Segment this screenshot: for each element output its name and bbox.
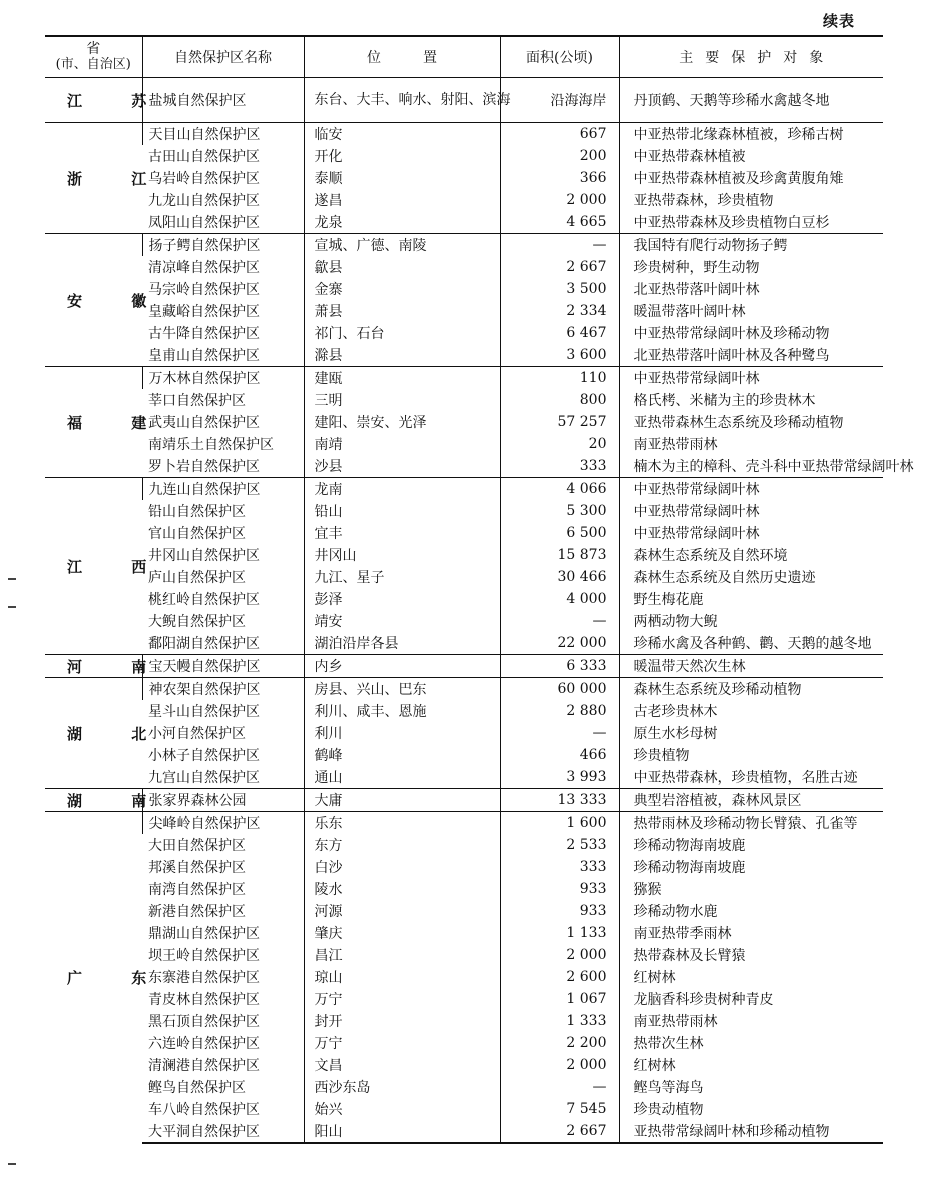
area-cell: 2 667 bbox=[500, 256, 619, 278]
area-cell: 5 300 bbox=[500, 500, 619, 522]
area-cell: 3 600 bbox=[500, 344, 619, 367]
area-cell: 933 bbox=[500, 878, 619, 900]
table-row bbox=[45, 278, 883, 300]
area-cell: 4 000 bbox=[500, 588, 619, 610]
reserve-name-cell: 六连岭自然保护区 bbox=[148, 1036, 260, 1052]
location-cell: 铅山 bbox=[304, 500, 500, 522]
table-row bbox=[45, 145, 883, 167]
reserve-name-cell: 青皮林自然保护区 bbox=[148, 992, 260, 1008]
province-cell: 湖 北 bbox=[45, 678, 142, 789]
area-cell: 2 200 bbox=[500, 1032, 619, 1054]
location-cell: 封开 bbox=[304, 1010, 500, 1032]
reserve-name-cell: 罗卜岩自然保护区 bbox=[148, 459, 260, 475]
location-cell: 通山 bbox=[304, 766, 500, 789]
location-cell: 昌江 bbox=[304, 944, 500, 966]
location-cell: 河源 bbox=[304, 900, 500, 922]
province-cell: 湖 南 bbox=[45, 789, 142, 812]
continued-label: 续表 bbox=[822, 12, 855, 30]
table-row bbox=[45, 1120, 883, 1143]
area-cell: 466 bbox=[500, 744, 619, 766]
reserve-name-cell: 大田自然保护区 bbox=[148, 838, 246, 854]
area-cell: 6 500 bbox=[500, 522, 619, 544]
reserve-name-cell: 古牛降自然保护区 bbox=[148, 326, 260, 342]
protection-target-cell: 北亚热带落叶阔叶林及各种鹭鸟 bbox=[619, 344, 883, 367]
location-cell: 彭泽 bbox=[304, 588, 500, 610]
area-cell: 6 467 bbox=[500, 322, 619, 344]
area-cell: 57 257 bbox=[500, 411, 619, 433]
reserve-name-cell: 官山自然保护区 bbox=[148, 526, 246, 542]
area-cell: 200 bbox=[500, 145, 619, 167]
area-cell: — bbox=[500, 610, 619, 632]
location-cell: 万宁 bbox=[304, 988, 500, 1010]
protection-target-cell: 森林生态系统及珍稀动植物 bbox=[619, 678, 883, 701]
reserve-name-cell: 古田山自然保护区 bbox=[148, 149, 260, 165]
protection-target-cell: 格氏栲、米槠为主的珍贵林木 bbox=[619, 389, 883, 411]
province-cell: 浙 江 bbox=[45, 123, 142, 234]
reserve-name-cell: 扬子鳄自然保护区 bbox=[142, 234, 304, 257]
area-cell: 800 bbox=[500, 389, 619, 411]
location-cell: 临安 bbox=[304, 123, 500, 146]
table-row bbox=[45, 78, 883, 123]
province-cell: 福 建 bbox=[45, 367, 142, 478]
area-cell: — bbox=[500, 1076, 619, 1098]
reserve-name-cell: 鄱阳湖自然保护区 bbox=[148, 636, 260, 652]
location-cell: 宜丰 bbox=[304, 522, 500, 544]
province-group bbox=[45, 812, 883, 1144]
reserve-name-cell: 新港自然保护区 bbox=[148, 904, 246, 920]
location-cell: 万宁 bbox=[304, 1032, 500, 1054]
nature-reserve-table bbox=[45, 35, 914, 1144]
protection-target-cell: 原生水杉母树 bbox=[619, 722, 883, 744]
reserve-name-cell: 凤阳山自然保护区 bbox=[148, 215, 260, 231]
table-row bbox=[45, 944, 883, 966]
reserve-name-cell: 天目山自然保护区 bbox=[142, 123, 304, 146]
area-cell: 15 873 bbox=[500, 544, 619, 566]
area-cell: 1 333 bbox=[500, 1010, 619, 1032]
location-cell: 萧县 bbox=[304, 300, 500, 322]
protection-target-cell: 中亚热带北缘森林植被，珍稀古树 bbox=[619, 123, 883, 146]
protection-target-cell: 珍贵动植物 bbox=[619, 1098, 883, 1120]
reserve-name-cell: 邦溪自然保护区 bbox=[148, 860, 246, 876]
protection-target-cell: 两栖动物大鲵 bbox=[619, 610, 883, 632]
province-cell: 广 东 bbox=[45, 812, 142, 1144]
location-cell: 陵水 bbox=[304, 878, 500, 900]
protection-target-cell: 中亚热带森林植被及珍禽黄腹角雉 bbox=[619, 167, 883, 189]
reserve-name-cell: 清澜港自然保护区 bbox=[148, 1058, 260, 1074]
protection-target-cell: 中亚热带森林及珍贵植物白豆杉 bbox=[619, 211, 883, 234]
location-cell: 利川 bbox=[304, 722, 500, 744]
location-cell: 西沙东岛 bbox=[304, 1076, 500, 1098]
reserve-name-cell: 宝天幔自然保护区 bbox=[142, 655, 304, 678]
province-group bbox=[45, 367, 914, 478]
protection-target-cell: 鲣鸟等海鸟 bbox=[619, 1076, 883, 1098]
province-group bbox=[45, 123, 883, 234]
area-cell: 3 993 bbox=[500, 766, 619, 789]
reserve-name-cell: 桃红岭自然保护区 bbox=[148, 592, 260, 608]
protection-target-cell: 中亚热带常绿阔叶林 bbox=[619, 478, 883, 501]
table-row bbox=[45, 632, 883, 655]
table-row bbox=[45, 834, 883, 856]
location-cell: 龙南 bbox=[304, 478, 500, 501]
header-province-line1: 省 bbox=[86, 41, 101, 57]
table-row bbox=[45, 411, 883, 433]
protection-target-cell: 暖温带天然次生林 bbox=[619, 655, 883, 678]
province-cell: 安 徽 bbox=[45, 234, 142, 367]
area-cell: 667 bbox=[500, 123, 619, 146]
location-cell: 开化 bbox=[304, 145, 500, 167]
table-row bbox=[45, 610, 883, 632]
reserve-name-cell: 鼎湖山自然保护区 bbox=[148, 926, 260, 942]
reserve-name-cell: 盐城自然保护区 bbox=[142, 78, 304, 123]
location-cell: 建阳、崇安、光泽 bbox=[304, 411, 500, 433]
reserve-name-cell: 鲣鸟自然保护区 bbox=[148, 1080, 246, 1096]
location-cell: 琼山 bbox=[304, 966, 500, 988]
table-row bbox=[45, 566, 883, 588]
table-row bbox=[45, 922, 883, 944]
location-cell: 房县、兴山、巴东 bbox=[304, 678, 500, 701]
protection-target-cell: 亚热带森林，珍贵植物 bbox=[619, 189, 883, 211]
protection-target-cell: 猕猴 bbox=[619, 878, 883, 900]
province-cell: 江 苏 bbox=[67, 91, 169, 110]
location-cell: 靖安 bbox=[304, 610, 500, 632]
table-row bbox=[45, 123, 883, 146]
province-cell: 江 西 bbox=[45, 478, 142, 655]
table-row bbox=[45, 812, 883, 835]
protection-target-cell: 北亚热带落叶阔叶林 bbox=[619, 278, 883, 300]
table-row bbox=[45, 588, 883, 610]
location-cell: 始兴 bbox=[304, 1098, 500, 1120]
table-row bbox=[45, 722, 883, 744]
table-row bbox=[45, 500, 883, 522]
protection-target-cell: 野生梅花鹿 bbox=[619, 588, 883, 610]
location-cell: 滁县 bbox=[304, 344, 500, 367]
protection-target-cell: 古老珍贵林木 bbox=[619, 700, 883, 722]
protection-target-cell: 森林生态系统及自然历史遗迹 bbox=[619, 566, 883, 588]
area-cell: 110 bbox=[500, 367, 619, 390]
protection-target-cell: 中亚热带常绿阔叶林 bbox=[619, 367, 883, 390]
location-cell: 金寨 bbox=[304, 278, 500, 300]
reserve-name-cell: 铅山自然保护区 bbox=[148, 504, 246, 520]
table-row bbox=[45, 1076, 883, 1098]
location-cell: 东台、大丰、响水、射阳、滨海 bbox=[304, 78, 500, 123]
area-cell: 2 334 bbox=[500, 300, 619, 322]
reserve-name-cell: 小河自然保护区 bbox=[148, 726, 246, 742]
table-row bbox=[45, 300, 883, 322]
area-cell: — bbox=[500, 722, 619, 744]
area-cell: 3 500 bbox=[500, 278, 619, 300]
protection-target-cell: 珍稀动物海南坡鹿 bbox=[619, 856, 883, 878]
table-row bbox=[45, 322, 883, 344]
area-cell: 4 066 bbox=[500, 478, 619, 501]
reserve-name-cell: 庐山自然保护区 bbox=[148, 570, 246, 586]
area-cell: 60 000 bbox=[500, 678, 619, 701]
area-cell: 333 bbox=[500, 856, 619, 878]
area-cell: 2 000 bbox=[500, 944, 619, 966]
location-cell: 宣城、广德、南陵 bbox=[304, 234, 500, 257]
area-cell: 2 600 bbox=[500, 966, 619, 988]
reserve-name-cell: 南湾自然保护区 bbox=[148, 882, 246, 898]
reserve-name-cell: 南靖乐土自然保护区 bbox=[148, 437, 274, 453]
reserve-name-cell: 马宗岭自然保护区 bbox=[148, 282, 260, 298]
table-row bbox=[45, 256, 883, 278]
location-cell: 井冈山 bbox=[304, 544, 500, 566]
location-cell: 大庸 bbox=[304, 789, 500, 812]
reserve-name-cell: 神农架自然保护区 bbox=[142, 678, 304, 701]
area-cell: — bbox=[500, 234, 619, 257]
area-cell: 333 bbox=[500, 455, 619, 478]
protection-target-cell: 珍贵树种，野生动物 bbox=[619, 256, 883, 278]
protection-target-cell: 中亚热带常绿阔叶林 bbox=[619, 522, 883, 544]
reserve-name-cell: 万木林自然保护区 bbox=[142, 367, 304, 390]
table-row bbox=[45, 389, 883, 411]
area-cell: 22 000 bbox=[500, 632, 619, 655]
location-cell: 建瓯 bbox=[304, 367, 500, 390]
reserve-name-cell: 大平洞自然保护区 bbox=[142, 1120, 304, 1143]
reserve-name-cell: 井冈山自然保护区 bbox=[148, 548, 260, 564]
reserve-name-cell: 武夷山自然保护区 bbox=[148, 415, 260, 431]
protection-target-cell: 丹顶鹤、天鹅等珍稀水禽越冬地 bbox=[619, 78, 883, 123]
location-cell: 沙县 bbox=[304, 455, 500, 478]
area-cell: 30 466 bbox=[500, 566, 619, 588]
protection-target-cell: 热带森林及长臂猿 bbox=[619, 944, 883, 966]
protection-target-cell: 珍稀水禽及各种鹤、鹳、天鹅的越冬地 bbox=[619, 632, 883, 655]
province-group bbox=[45, 478, 883, 655]
province-group bbox=[45, 234, 883, 367]
protection-target-cell: 亚热带森林生态系统及珍稀动植物 bbox=[619, 411, 883, 433]
table-row bbox=[45, 367, 883, 390]
reserve-name-cell: 乌岩岭自然保护区 bbox=[148, 171, 260, 187]
area-cell: 2 880 bbox=[500, 700, 619, 722]
location-cell: 肇庆 bbox=[304, 922, 500, 944]
location-cell: 遂昌 bbox=[304, 189, 500, 211]
province-group bbox=[45, 78, 883, 123]
table-row bbox=[45, 167, 883, 189]
location-cell: 南靖 bbox=[304, 433, 500, 455]
reserve-name-cell: 张家界森林公园 bbox=[142, 789, 304, 812]
protection-target-cell: 红树林 bbox=[619, 1054, 883, 1076]
reserve-name-cell: 清凉峰自然保护区 bbox=[148, 260, 260, 276]
header-province bbox=[45, 36, 142, 78]
location-cell: 阳山 bbox=[304, 1120, 500, 1143]
scan-margin-mark bbox=[8, 1163, 16, 1165]
protection-target-cell: 南亚热带雨林 bbox=[619, 1010, 883, 1032]
area-cell: 366 bbox=[500, 167, 619, 189]
reserve-name-cell: 皇甫山自然保护区 bbox=[148, 348, 260, 364]
location-cell: 九江、星子 bbox=[304, 566, 500, 588]
area-cell: 2 667 bbox=[500, 1120, 619, 1143]
protection-target-cell: 珍稀动物水鹿 bbox=[619, 900, 883, 922]
header-area: 面积(公顷) bbox=[500, 36, 619, 78]
table-header-row bbox=[45, 36, 883, 78]
reserve-name-cell: 九连山自然保护区 bbox=[142, 478, 304, 501]
area-cell: 933 bbox=[500, 900, 619, 922]
protection-target-cell: 中亚热带森林植被 bbox=[619, 145, 883, 167]
table-row bbox=[45, 1054, 883, 1076]
protection-target-cell: 典型岩溶植被，森林风景区 bbox=[619, 789, 883, 812]
area-cell: 2 000 bbox=[500, 1054, 619, 1076]
protection-target-cell: 中亚热带常绿阔叶林 bbox=[619, 500, 883, 522]
table-row bbox=[45, 966, 883, 988]
table-row bbox=[45, 344, 883, 367]
protection-target-cell: 亚热带常绿阔叶林和珍稀动植物 bbox=[619, 1120, 883, 1143]
table-row bbox=[45, 234, 883, 257]
scan-margin-mark bbox=[8, 606, 16, 608]
protection-target-cell: 中亚热带森林，珍贵植物，名胜古迹 bbox=[619, 766, 883, 789]
table-row bbox=[45, 544, 883, 566]
table-row bbox=[45, 455, 883, 478]
header-target: 主要保护对象 bbox=[619, 36, 883, 78]
area-cell: 2 000 bbox=[500, 189, 619, 211]
table-row bbox=[45, 878, 883, 900]
province-group bbox=[45, 789, 883, 812]
protection-target-cell: 龙脑香科珍贵树种青皮 bbox=[619, 988, 883, 1010]
reserve-name-cell: 大鲵自然保护区 bbox=[148, 614, 246, 630]
scan-margin-mark bbox=[8, 578, 16, 580]
reserve-name-cell: 车八岭自然保护区 bbox=[148, 1102, 260, 1118]
location-cell: 文昌 bbox=[304, 1054, 500, 1076]
protection-target-cell: 楠木为主的樟科、壳斗科中亚热带常绿阔叶林 bbox=[619, 455, 883, 478]
table-row bbox=[45, 655, 883, 678]
table-row bbox=[45, 189, 883, 211]
location-cell: 乐东 bbox=[304, 812, 500, 835]
reserve-name-cell: 莘口自然保护区 bbox=[148, 393, 246, 409]
protection-target-cell: 南亚热带雨林 bbox=[619, 433, 883, 455]
area-cell: 6 333 bbox=[500, 655, 619, 678]
protection-target-cell: 热带雨林及珍稀动物长臂猿、孔雀等 bbox=[619, 812, 883, 835]
table-row bbox=[45, 1098, 883, 1120]
location-cell: 歙县 bbox=[304, 256, 500, 278]
reserve-name-cell: 小林子自然保护区 bbox=[148, 748, 260, 764]
location-cell: 龙泉 bbox=[304, 211, 500, 234]
province-group bbox=[45, 655, 883, 678]
reserve-name-cell: 黑石顶自然保护区 bbox=[148, 1014, 260, 1030]
table-row bbox=[45, 478, 883, 501]
table-row bbox=[45, 433, 883, 455]
reserve-name-cell: 九宫山自然保护区 bbox=[148, 770, 260, 786]
table-row bbox=[45, 211, 883, 234]
reserve-name-cell: 东寨港自然保护区 bbox=[148, 970, 260, 986]
location-cell: 白沙 bbox=[304, 856, 500, 878]
province-cell: 河 南 bbox=[45, 655, 142, 678]
header-location: 位置 bbox=[304, 36, 500, 78]
location-cell: 内乡 bbox=[304, 655, 500, 678]
area-cell: 13 333 bbox=[500, 789, 619, 812]
table-row bbox=[45, 900, 883, 922]
table-row bbox=[45, 856, 883, 878]
area-cell: 20 bbox=[500, 433, 619, 455]
area-cell: 7 545 bbox=[500, 1098, 619, 1120]
reserve-name-cell: 星斗山自然保护区 bbox=[148, 704, 260, 720]
area-cell: 4 665 bbox=[500, 211, 619, 234]
area-cell: 1 600 bbox=[500, 812, 619, 835]
location-cell: 鹤峰 bbox=[304, 744, 500, 766]
reserve-name-cell: 九龙山自然保护区 bbox=[148, 193, 260, 209]
table-row bbox=[45, 678, 883, 701]
location-cell: 利川、咸丰、恩施 bbox=[304, 700, 500, 722]
location-cell: 湖泊沿岸各县 bbox=[304, 632, 500, 655]
area-cell: 2 533 bbox=[500, 834, 619, 856]
protection-target-cell: 暖温带落叶阔叶林 bbox=[619, 300, 883, 322]
location-cell: 祁门、石台 bbox=[304, 322, 500, 344]
reserve-name-cell: 皇藏峪自然保护区 bbox=[148, 304, 260, 320]
protection-target-cell: 珍贵植物 bbox=[619, 744, 883, 766]
location-cell: 东方 bbox=[304, 834, 500, 856]
area-cell: 1 133 bbox=[500, 922, 619, 944]
location-cell: 泰顺 bbox=[304, 167, 500, 189]
table-row bbox=[45, 700, 883, 722]
protection-target-cell: 中亚热带常绿阔叶林及珍稀动物 bbox=[619, 322, 883, 344]
area-cell: 1 067 bbox=[500, 988, 619, 1010]
header-province-line2: (市、自治区) bbox=[55, 57, 131, 72]
table-row bbox=[45, 1010, 883, 1032]
protection-target-cell: 珍稀动物海南坡鹿 bbox=[619, 834, 883, 856]
protection-target-cell: 我国特有爬行动物扬子鳄 bbox=[619, 234, 883, 257]
protection-target-cell: 热带次生林 bbox=[619, 1032, 883, 1054]
reserve-name-cell: 坝王岭自然保护区 bbox=[148, 948, 260, 964]
table-row bbox=[45, 988, 883, 1010]
table-row bbox=[45, 744, 883, 766]
table-row bbox=[45, 789, 883, 812]
province-group bbox=[45, 678, 883, 789]
header-name: 自然保护区名称 bbox=[142, 36, 304, 78]
protection-target-cell: 红树林 bbox=[619, 966, 883, 988]
reserve-name-cell: 尖峰岭自然保护区 bbox=[142, 812, 304, 835]
table-row bbox=[45, 522, 883, 544]
protection-target-cell: 森林生态系统及自然环境 bbox=[619, 544, 883, 566]
table-row bbox=[45, 1032, 883, 1054]
location-cell: 三明 bbox=[304, 389, 500, 411]
protection-target-cell: 南亚热带季雨林 bbox=[619, 922, 883, 944]
area-cell: 沿海海岸 bbox=[500, 78, 619, 123]
table-row bbox=[45, 766, 883, 789]
